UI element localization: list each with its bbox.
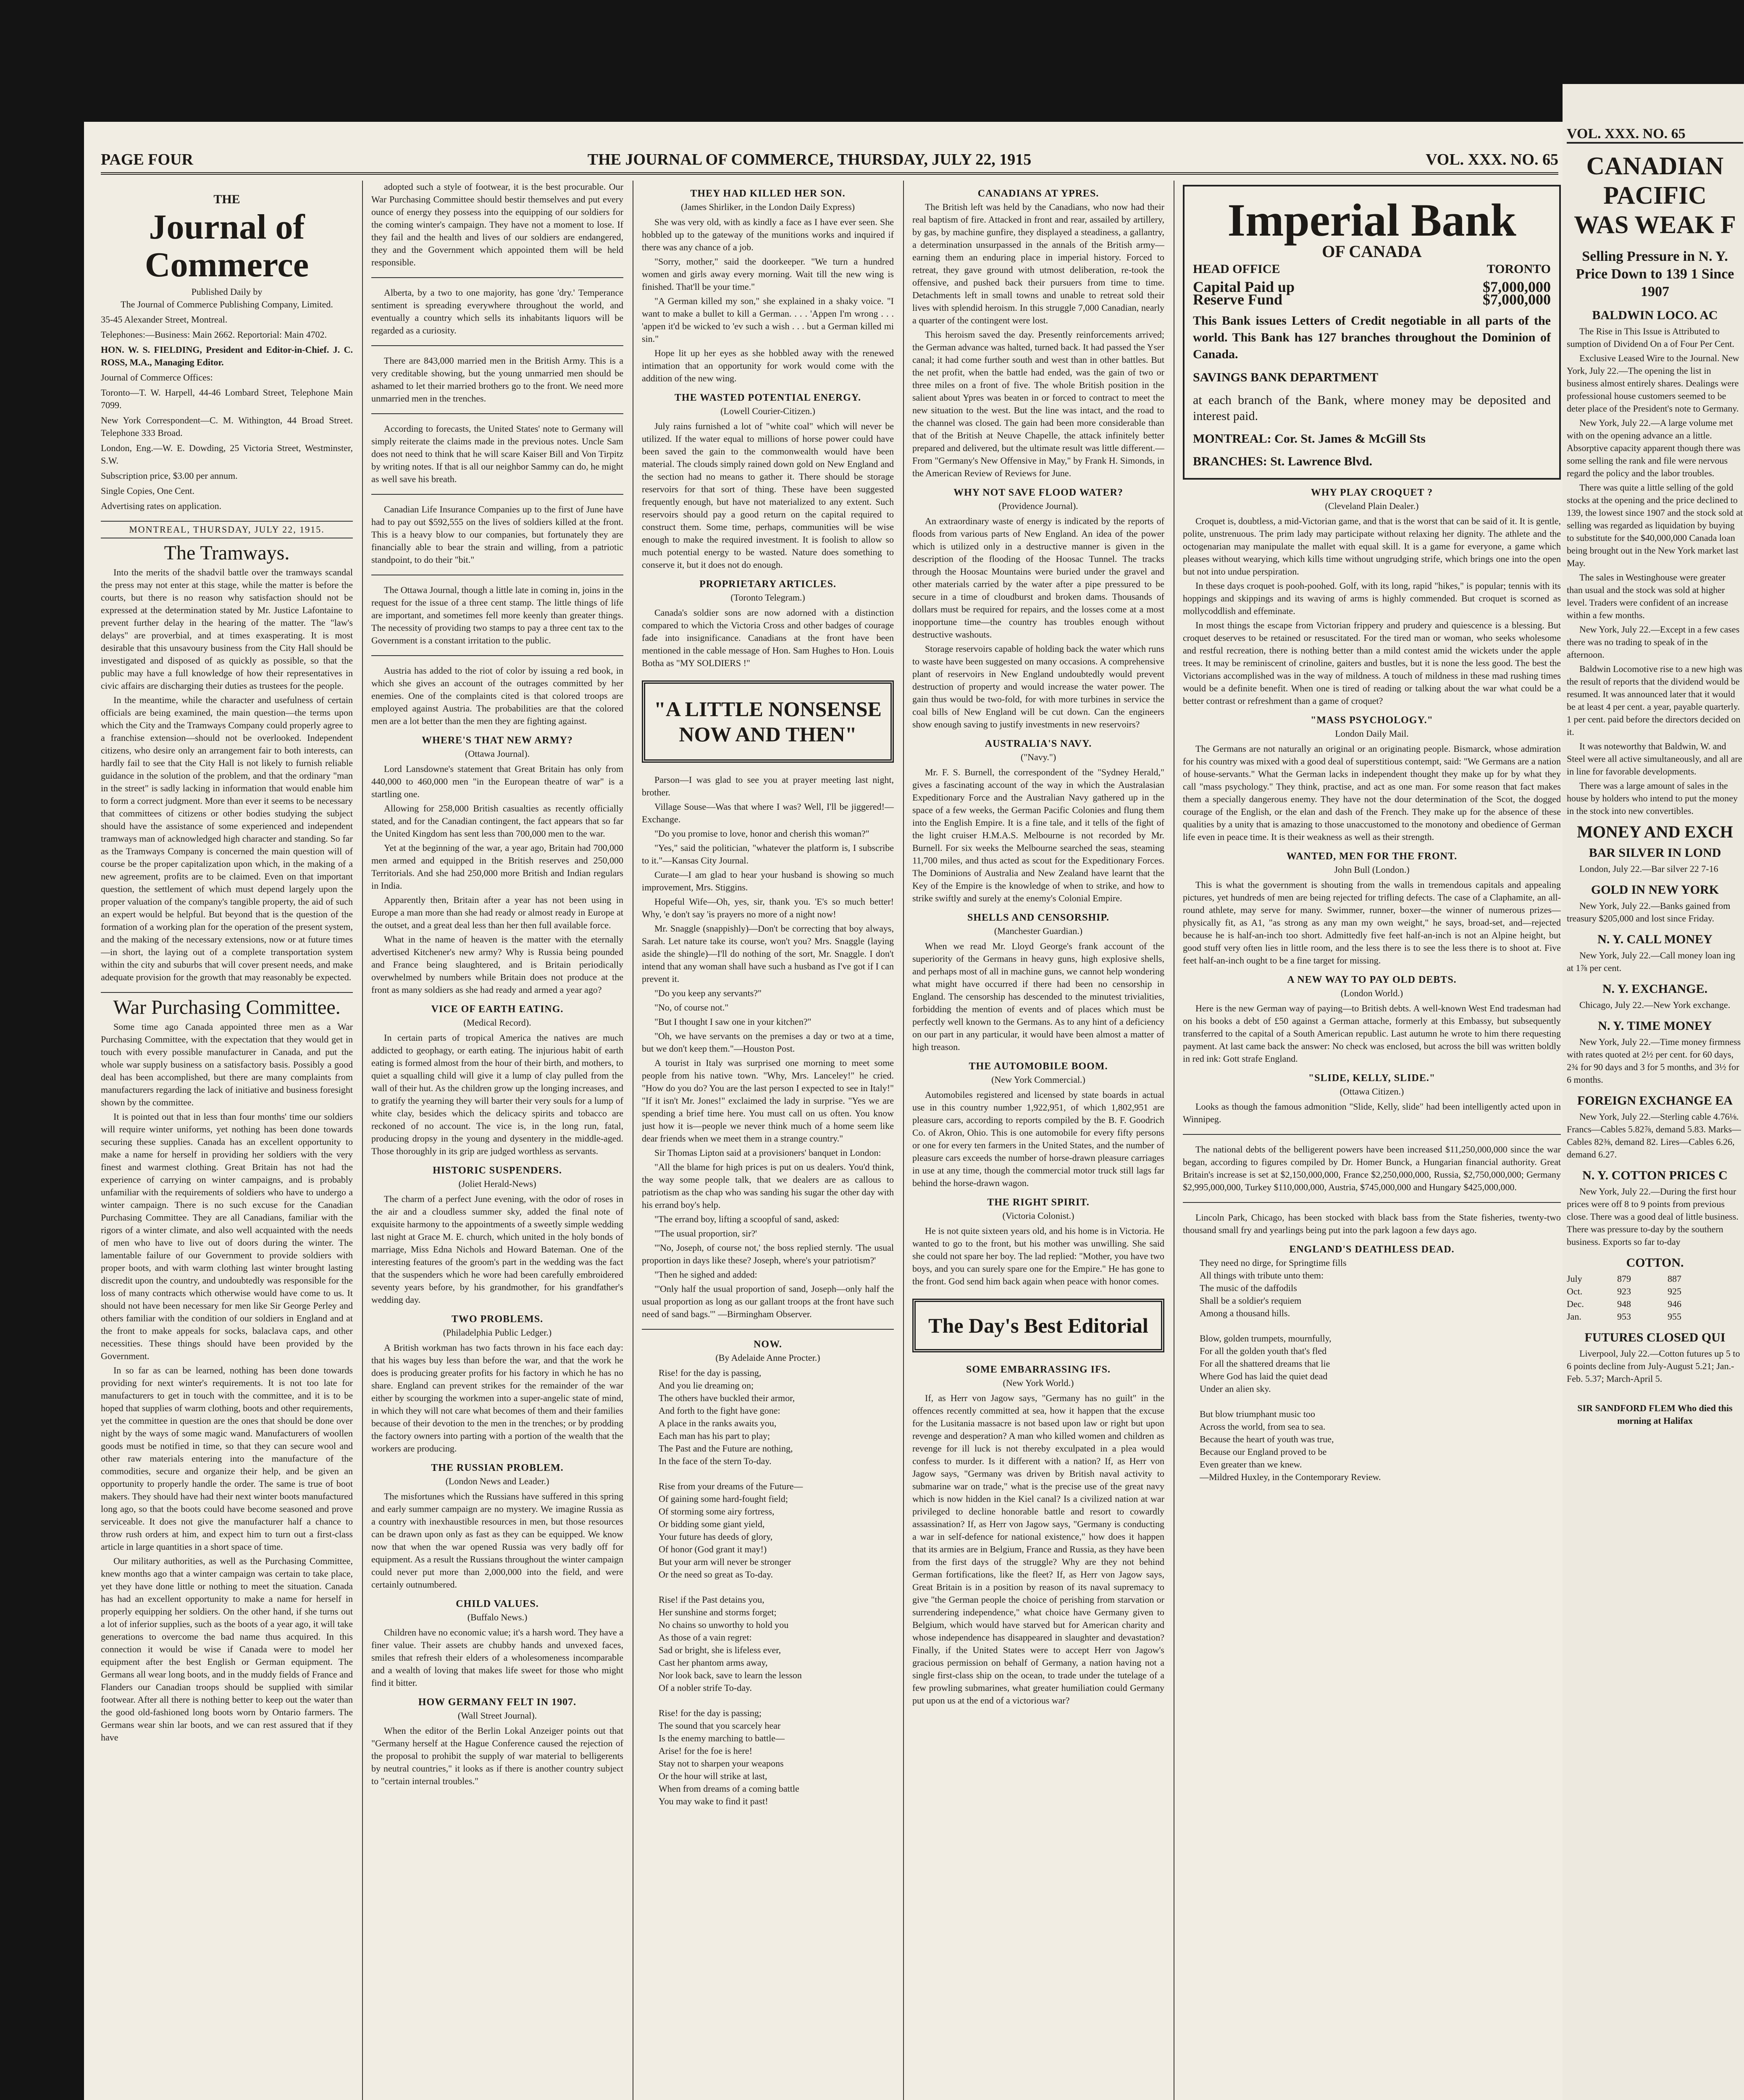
poem-line bbox=[642, 1467, 894, 1480]
poem-line: Your future has deeds of glory, bbox=[659, 1531, 773, 1542]
newspaper-page bbox=[84, 122, 1575, 2100]
poem-line: Across the world, from sea to sea. bbox=[1200, 1421, 1326, 1432]
cotton-cell: July bbox=[1567, 1273, 1582, 1284]
vice-title: VICE OF EARTH EATING. bbox=[431, 1004, 564, 1015]
australia-navy-title: AUSTRALIA'S NAVY. bbox=[985, 738, 1092, 749]
automobile-title: THE AUTOMOBILE BOOM. bbox=[969, 1061, 1108, 1072]
divider bbox=[642, 1329, 894, 1330]
bank-reserve-row bbox=[1193, 293, 1551, 306]
poem-line: Cast her phantom arms away, bbox=[659, 1657, 768, 1668]
poem-line: Shall be a soldier's requiem bbox=[1200, 1295, 1302, 1306]
bank-montreal: MONTREAL: Cor. St. James & McGill Sts bbox=[1193, 432, 1426, 446]
nonsense-item: Mr. Snaggle (snappishly)—Don't be correcting that boy always, Sarah. Let nature take its course, won't you? Mrs. Snaggle (laying aside the shingle)—I'll do nothing of the sort, Mr. Snaggle. I don't intend that any woman shall have such a husband as I've got if I can prevent it. bbox=[642, 923, 894, 984]
bank-note: This Bank issues Letters of Credit negotiable in all parts of the world. This Bank has 127 branches throughout the Dominion of Canada. bbox=[1193, 314, 1551, 361]
poem-line bbox=[642, 1581, 894, 1593]
editorial-note: The Ottawa Journal, though a little late in coming in, joins in the request for the issue of a three cent stamp. The little things of life are important, and sometimes fell more keenly than greater things. The necessity of providing two stamps to pay a three cent tax to the Government is a constant irritation to the public. bbox=[371, 585, 623, 646]
adjacent-headline-1: CANADIAN PACIFIC bbox=[1586, 152, 1724, 209]
cotton-cell: 955 bbox=[1668, 1311, 1681, 1322]
poem-line: But blow triumphant music too bbox=[1200, 1409, 1315, 1419]
adjacent-volume: VOL. XXX. NO. 65 bbox=[1567, 126, 1743, 144]
nonsense-item: "Do you promise to love, honor and cherish this woman?" bbox=[654, 828, 869, 839]
poem-line: Or bidding some giant yield, bbox=[659, 1519, 765, 1529]
poem-line: The music of the daffodils bbox=[1200, 1283, 1297, 1293]
divider bbox=[371, 494, 623, 495]
national-debts-paragraph: The national debts of the belligerent powers have been increased $11,250,000,000 since the war began, according to figures compiled by Dr. Homer Bunck, a Hungarian financial authority. Great Britain's increase is set at $2,150,000,000, France $2,250,000,000, Russia, $2,750,000,000; Germany $2,995,000,000, Turkey $110,000,000, Austria, $745,000,000 and Hungary $425,000,000. bbox=[1183, 1144, 1561, 1192]
nonsense-item: Village Souse—Was that where I was? Well, I'll be jiggered!—Exchange. bbox=[642, 801, 894, 824]
masthead-single: Single Copies, One Cent. bbox=[101, 486, 195, 496]
poem-line: As those of a vain regret: bbox=[659, 1632, 752, 1643]
killed-son-paragraph: She was very old, with as kindly a face as I have ever seen. She hobbled up to the gateway of the munitions works and inquired if there was any chance of a job. bbox=[642, 217, 894, 252]
tramways-title: The Tramways. bbox=[164, 542, 290, 564]
masthead-subscription: Subscription price, $3.00 per annum. bbox=[101, 470, 238, 481]
masthead-publisher: The Journal of Commerce Publishing Company, Limited. bbox=[121, 299, 333, 310]
page-header bbox=[101, 147, 1558, 175]
time-money-text: New York, July 22.—Time money firmness with rates quoted at 2½ per cent. for 60 days, 2¾ for 90 days and 3 for 5 months, and 3½ for 6 months. bbox=[1567, 1037, 1741, 1085]
old-debts-paragraph: Here is the new German way of paying—to British debts. A well-known West End tradesman had on his books a debt of £50 against a German attache, formerly at this Embassy, but subsequently transferred to the capital of a South American republic. Last autumn he wrote to him there requesting payment. At last came back the answer: No check was enclosed, but across the bill was written boldly in red ink: Gott strafe England. bbox=[1183, 1003, 1561, 1064]
masthead-newyork: New York Correspondent—C. M. Withington, 44 Broad Street. Telephone 333 Broad. bbox=[101, 415, 353, 438]
germany-1907-title: HOW GERMANY FELT IN 1907. bbox=[418, 1697, 577, 1708]
poem-line bbox=[1183, 1395, 1561, 1408]
poem-line: Sad or bright, she is lifeless ever, bbox=[659, 1645, 781, 1655]
poem-line: Is the enemy marching to battle— bbox=[659, 1733, 785, 1743]
divider bbox=[1183, 1202, 1561, 1203]
deathless-dead-title: ENGLAND'S DEATHLESS DEAD. bbox=[1289, 1244, 1455, 1255]
editorial-note: There are 843,000 married men in the British Army. This is a very creditable showing, but the young unmarried men should be ashamed to let their married brothers go to the front. We need more unmarried men in the trenches. bbox=[371, 355, 623, 404]
call-money-title: N. Y. CALL MONEY bbox=[1597, 932, 1712, 946]
adjacent-paragraph: The sales in Westinghouse were greater than usual and the stock was sold at higher level. Traders were confident of an increase within a few months. bbox=[1567, 572, 1728, 620]
proprietary-title: PROPRIETARY ARTICLES. bbox=[699, 579, 837, 590]
best-editorial-box-heading: The Day's Best Editorial bbox=[912, 1299, 1164, 1352]
war-purchasing-title: War Purchasing Committee. bbox=[113, 996, 341, 1018]
money-exchange-title: MONEY AND EXCH bbox=[1577, 822, 1733, 841]
killed-son-source: (James Shirliker, in the London Daily Express) bbox=[681, 202, 855, 212]
masthead-telephones: Telephones:—Business: Main 2662. Reportorial: Main 4702. bbox=[101, 329, 327, 340]
embarrassing-ifs-title: SOME EMBARRASSING IFS. bbox=[966, 1364, 1111, 1375]
poem-line: The Past and the Future are nothing, bbox=[659, 1443, 793, 1454]
war-paragraph: Our military authorities, as well as the Purchasing Committee, knew months ago that a winter campaign was certain to take place, yet they have done little or nothing to meet the situation. Canada has had an excellent opportunity to make a name for herself in properly equipping her soldiers. On the other hand, if she turns out a lot of inferior supplies, such as the boots of a year ago, it will take generations to overcome the bad name thus acquired. In this connection it would be wise if Canada were to model her equipment after the best English or German equipment. The Germans all wear long boots, and in the muddy fields of France and Flanders our Canadian troops should be supplied with similar footwear. After all there is nothing better to keep out the water than the good old-fashioned long boots worn by Ontario farmers. The Germans wear shin lar boots, and we can rest assured that if they have bbox=[101, 1556, 353, 1743]
cotton-cell: 923 bbox=[1617, 1286, 1631, 1297]
wanted-men-paragraph: This is what the government is shouting from the walls in tremendous capitals and appealing pictures, yet hundreds of men are being rejected for trifling defects. The case of a Claphamite, an all-round athlete, may serve for many. Swimmer, runner, boxer—the winner of numerous prizes—physically fit, as A1, "as strong as any man my own weight," he says, broad-set, and—rejected because he is half-an-inch too short. Admittedly five feet half-an-inch is not an Alpine height, but good stuff very often lies in little room, and the less there is to see the less there is to shoot at. Five feet half-an-inch ought to be a fine target for missing. bbox=[1183, 879, 1561, 966]
slide-kelly-title: "SLIDE, KELLY, SLIDE." bbox=[1308, 1073, 1436, 1084]
adjacent-baldwin: BALDWIN LOCO. AC bbox=[1592, 308, 1718, 322]
russian-problem-paragraph: The misfortunes which the Russians have suffered in this spring and early summer campaign are no mystery. We imagine Russia as a country with inexhaustible resources in men, but those resources can be drawn upon only as fast as they can be equipped. We know now that when the war opened Russia was very badly off for equipment. As a result the Russians throughout the winter campaign could never put more than 2,000,000 into the field, and were certainly outnumbered. bbox=[371, 1491, 623, 1590]
nonsense-item: "But I thought I saw one in your kitchen?" bbox=[654, 1016, 812, 1027]
poem-line: Of honor (God grant it may!) bbox=[659, 1544, 767, 1554]
flood-water-paragraph: An extraordinary waste of energy is indicated by the reports of floods from various parts of New England. An idea of the power which is utilized only in a destructive manner is given in the description of the flooding of the Hoosac Tunnel. The tracks through the Hoosac Mountains were buried under the gravel and other materials carried by the water after a pipe pressured to be secure in a time of cloudburst and broken dams. Thousands of dollars must be required for repairs, and the losses come at a most inopportune time—the country has troubles enough without destructive washouts. bbox=[912, 516, 1164, 640]
poem-line: Among a thousand hills. bbox=[1200, 1308, 1290, 1318]
poem-line: Rise! if the Past detains you, bbox=[659, 1594, 764, 1605]
time-money-title: N. Y. TIME MONEY bbox=[1598, 1019, 1712, 1033]
poem-line: Because our England proved to be bbox=[1200, 1446, 1327, 1457]
volume-number: VOL. XXX. NO. 65 bbox=[1426, 151, 1558, 168]
child-values-paragraph: Children have no economic value; it's a harsh word. They have a finer value. Their assets are chubby hands and unvexed faces, smiles that refresh their elders of a wholesomeness incomparable and a wealth of loving that makes life sweet for those who might find it bitter. bbox=[371, 1627, 623, 1688]
old-debts-source: (London World.) bbox=[1340, 988, 1403, 998]
lincoln-park-paragraph: Lincoln Park, Chicago, has been stocked with black bass from the State fisheries, twenty-two thousand small fry and yearlings being put into the park lagoon a few days ago. bbox=[1183, 1212, 1561, 1235]
poem-line: Or the need so great as To-day. bbox=[659, 1569, 773, 1580]
poem-line: Rise from your dreams of the Future— bbox=[659, 1481, 803, 1491]
poem-deathless-dead bbox=[1183, 1257, 1561, 1483]
cotton-cell: Jan. bbox=[1567, 1311, 1581, 1322]
cotton-cell: 879 bbox=[1617, 1273, 1631, 1284]
masthead-title: Journal of Commerce bbox=[144, 207, 309, 284]
ny-exchange-text: Chicago, July 22.—New York exchange. bbox=[1579, 1000, 1731, 1010]
killed-son-title: THEY HAD KILLED HER SON. bbox=[690, 188, 846, 199]
divider bbox=[1183, 1134, 1561, 1135]
nonsense-item: "Then he sighed and added: bbox=[654, 1269, 757, 1280]
poem-line: But your arm will never be stronger bbox=[659, 1557, 791, 1567]
russian-problem-title: THE RUSSIAN PROBLEM. bbox=[431, 1462, 564, 1473]
nonsense-item: A tourist in Italy was surprised one morning to meet some people from his native town. "Why, Mrs. Lanceley!" he cried. "How do you do? You are the last person I expected to see in Italy!" "If it isn't Mr. Jones!" exclaimed the lady in surprise. "Yes we are spending a brief time here. You must call on us often. You know just how it is—people we never think much of a home seem like dear friends when we meet them in a strange country." bbox=[642, 1058, 894, 1144]
nonsense-item: "No, of course not." bbox=[654, 1002, 729, 1013]
newspaper-dateline: THE JOURNAL OF COMMERCE, THURSDAY, JULY 22, 1915 bbox=[587, 151, 1032, 168]
shells-title: SHELLS AND CENSORSHIP. bbox=[967, 912, 1109, 923]
embarrassing-ifs-paragraph: If, as Herr von Jagow says, "Germany has no guilt" in the offences recently committed at sea, how it happen that the excuse for the Lusitania massacre is not based upon law or right but upon revenge and desperation? A man who killed women and children as revenge for ill luck is not thereby exculpated in a plea would confess to murder. Is it different with a nation? If, as Herr von Jagow says, "Germany was driven by British naval activity to submarine war on trade," what is the precise use of the great navy which is now hidden in the Kiel canal? Is a civilized nation at war privileged to decline honorable battle and resort to cowardly assassination? If, as Herr von Jagow says, "Germany is conducting a war in self-defence for national existence," how does it happen that its armies are in Belgium, France and Russia, as they have been from the first days of the struggle? Why are they not behind German fortifications, like the fleet? If, as Herr von Jagow says, Great Britain is in a position by reason of its naval supremacy to give "the German people the choice of perishing from starvation or surrendering independence," what choice have Germany given to Belgium, which would have starved but for American charity and whose independence has disappeared in slaughter and devastation? Finally, if the United States were to accept Herr von Jagow's gracious permission on behalf of Germany, a nation having not a single first-class ship on the ocean, to trade under the tutelage of a few prowling submarines, what greater humiliation could Germany put upon us at the end of a victorious war? bbox=[912, 1393, 1164, 1706]
adjacent-subhead: Selling Pressure in N. Y. Price Down to 139 1 Since 1907 bbox=[1576, 249, 1734, 299]
poem-line: A place in the ranks awaits you, bbox=[659, 1418, 777, 1428]
vice-paragraph: In certain parts of tropical America the natives are much addicted to geophagy, or earth eating. The injurious habit of earth eating is formed almost from the hour of their birth, and mothers, to quiet a squalling child will give it a lump of clay pulled from the wall of their hut. As the children grow up the longing increases, and to gratify the yearning they will barter their very souls for a lump of white clay, besides which the delicacy spirits and tobacco are reckoned of no account. The vice is, in the long run, fatal, producing dropsy in the young and dysentery in the middle-aged. Those thoroughly in its grip are judged worthless as servants. bbox=[371, 1032, 623, 1156]
bank-of-canada: OF CANADA bbox=[1322, 242, 1422, 261]
poem-line: Of a nobler strife To-day. bbox=[659, 1683, 752, 1693]
column-rule bbox=[903, 181, 904, 2100]
bank-name: Imperial Bank bbox=[1227, 194, 1516, 246]
nonsense-item: Parson—I was glad to see you at prayer meeting last night, brother. bbox=[642, 774, 894, 798]
killed-son-paragraph: "Sorry, mother," said the doorkeeper. "We turn a hundred women and girls away every morning. Wait till the new wing is finished. That'll be your time." bbox=[642, 256, 894, 292]
masthead-the: THE bbox=[213, 192, 240, 206]
poem-line: Her sunshine and storms forget; bbox=[659, 1607, 777, 1617]
futures-text: Liverpool, July 22.—Cotton futures up 5 to 6 points decline from July-August 5.21; Jan.-Feb. 5.37; March-April 5. bbox=[1567, 1348, 1740, 1384]
nonsense-item: Sir Thomas Lipton said at a provisioners' banquet in London: bbox=[654, 1147, 881, 1158]
war-paragraph: Some time ago Canada appointed three men as a War Purchasing Committee, with the expectation that they would get in touch with every possible manufacturer in Canada, and put the whole war supply business on a satisfactory basis. Possibly a good deal has been accomplished, but there are many complaints from manufacturers regarding the lack of initiative and business foresight shown by the committee. bbox=[101, 1021, 353, 1108]
column-2 bbox=[371, 181, 623, 2100]
mass-psychology-title: "MASS PSYCHOLOGY." bbox=[1311, 715, 1433, 726]
army-paragraph: Yet at the beginning of the war, a year ago, Britain had 700,000 men armed and equipped in the British reserves and 250,000 Territorials. And she had 250,000 more British and Indian regulars in India. bbox=[371, 843, 623, 891]
column-1 bbox=[101, 181, 353, 2100]
bank-head-office-row bbox=[1193, 263, 1551, 276]
gold-title: GOLD IN NEW YORK bbox=[1591, 883, 1719, 897]
war-paragraph: It is pointed out that in less than four months' time our soldiers will require winter uniforms, yet nothing has been done towards securing these supplies. Canada has an excellent opportunity to make a name for herself in providing her soldiers with the very finest and warmest clothing. Great Britain has not had the experience of carrying on winter campaigns, and is probably unfamiliar with the requirements of soldiers who have to undergo a winter campaign. There is no such excuse for the Canadian Purchasing Committee. They are all Canadians, familiar with the rigors of a winter climate, and also well acquainted with the needs of men who have to live out of doors during the winter. The lamentable failure of our Government to provide soldiers with proper boots, and with warm clothing last winter brought lasting discredit upon the country, and undoubtedly was responsible for the loss of many contracts which otherwise would have come to us. It should not have been necessary for men like Sir George Perley and others familiar with the condition of our soldiers in England and at the front to make appeals for socks, balaclava caps, and other necessities. These things should have been provided by the Government. bbox=[101, 1111, 353, 1361]
nonsense-item: "'The usual proportion, sir?' bbox=[654, 1228, 757, 1239]
bank-reserve-label: Reserve Fund bbox=[1193, 291, 1282, 308]
shells-source: (Manchester Guardian.) bbox=[994, 926, 1083, 936]
bank-reserve-value: $7,000,000 bbox=[1483, 291, 1551, 308]
wasted-energy-title: THE WASTED POTENTIAL ENERGY. bbox=[674, 392, 861, 403]
wanted-men-source: John Bull (London.) bbox=[1334, 864, 1410, 875]
poem-line: The sound that you scarcely hear bbox=[659, 1720, 781, 1731]
mass-psychology-source: London Daily Mail. bbox=[1335, 728, 1409, 739]
wanted-men-title: WANTED, MEN FOR THE FRONT. bbox=[1286, 851, 1458, 862]
germany-1907-paragraph: When the editor of the Berlin Lokal Anzeiger points out that "Germany herself at the Hague Conference caused the rejection of the proposal to prohibit the supply of war material to belligerents by neutral countries," it looks as if there is another country subject to "certain internal troubles." bbox=[371, 1725, 623, 1786]
poem-line: Where God has laid the quiet dead bbox=[1200, 1371, 1328, 1381]
editorial-note: Canadian Life Insurance Companies up to the first of June have had to pay out $592,555 on the lives of soldiers killed at the front. This is a heavy blow to our companies, but fortunately they are financially able to bear the strain and willing, from a patriotic standpoint, to do their "bit." bbox=[371, 504, 623, 565]
column-4 bbox=[912, 181, 1164, 2100]
nonsense-item: "'Only half the usual proportion of sand, Joseph—only half the usual proportion as long as our gallant troops at the front have such need of sand bags.'" —Birmingham Observer. bbox=[642, 1284, 894, 1319]
bank-capital-label: Capital Paid up bbox=[1193, 278, 1295, 295]
germany-1907-source: (Wall Street Journal). bbox=[457, 1710, 537, 1721]
masthead-toronto: Toronto—T. W. Harpell, 44-46 Lombard Street, Telephone Main 7099. bbox=[101, 387, 353, 410]
poem-line: Because the heart of youth was true, bbox=[1200, 1434, 1334, 1444]
adjacent-paragraph: Exclusive Leased Wire to the Journal. New York, July 22.—The opening the list in business almost entirely shares. Dealings were professional house customers seemed to be deter place of the President's note to Germany. bbox=[1567, 353, 1739, 414]
australia-navy-paragraph: Mr. F. S. Burnell, the correspondent of the "Sydney Herald," gives a fascinating account of the way in which the Australasian Expeditionary Force and the Australian Navy gathered up in the space of a few weeks, the German Pacific Colonies and flung them into the English Empire. It is a fine tale, and it tells of the fight of the light cruiser H.M.A.S. Melbourne is not recorded by Mr. Burnell. For six weeks the Melbourne searched the seas, steaming 11,700 miles, and thus acted as scout for the Expeditionary Forces. The Dominions of Australia and New Zealand have learnt that the Key of the Empire is the knowledge of when to strike, and how to strike swiftly and surely at the enemy's Colonial Empire. bbox=[912, 767, 1164, 903]
poem-line: Rise! for the day is passing; bbox=[659, 1708, 762, 1718]
poem-line: And forth to the fight have gone: bbox=[659, 1405, 780, 1416]
divider bbox=[371, 655, 623, 656]
poem-line: For all the golden youth that's fled bbox=[1200, 1346, 1327, 1356]
adjacent-paragraph: Baldwin Locomotive rise to a new high was the result of reports that the dividend would be resumed. It was announced later that it would be at least 4 per cent. a year, payable quarterly. 1 per cent. paid before the directors decided on it. bbox=[1567, 664, 1742, 737]
croquet-source: (Cleveland Plain Dealer.) bbox=[1325, 501, 1419, 511]
poem-line: For all the shattered dreams that lie bbox=[1200, 1358, 1330, 1369]
cotton-cell: 887 bbox=[1668, 1273, 1681, 1284]
poem-now-title: NOW. bbox=[754, 1339, 782, 1350]
army-source: (Ottawa Journal). bbox=[465, 748, 530, 759]
foreign-exchange-title: FOREIGN EXCHANGE EA bbox=[1577, 1094, 1733, 1108]
adjacent-paragraph: New York, July 22.—Except in a few cases there was no trading to speak of in the afternoon. bbox=[1567, 624, 1740, 660]
editorial-dateline: MONTREAL, THURSDAY, JULY 22, 1915. bbox=[101, 521, 353, 538]
army-paragraph: Lord Lansdowne's statement that Great Britain has only from 440,000 to 460,000 men "in the European theatre of war" is a startling one. bbox=[371, 764, 623, 799]
poem-line: Nor look back, save to learn the lesson bbox=[659, 1670, 802, 1680]
column-5 bbox=[1183, 181, 1561, 2100]
old-debts-title: A NEW WAY TO PAY OLD DEBTS. bbox=[1287, 974, 1457, 985]
poem-line: And you lie dreaming on; bbox=[659, 1380, 754, 1391]
poem-line: Rise! for the day is passing, bbox=[659, 1368, 762, 1378]
bar-silver-text: London, July 22.—Bar silver 22 7-16 bbox=[1579, 864, 1718, 874]
ypres-title: CANADIANS AT YPRES. bbox=[977, 188, 1099, 199]
poem-line: The others have buckled their armor, bbox=[659, 1393, 795, 1403]
proprietary-paragraph: Canada's soldier sons are now adorned with a distinction compared to which the Victoria Cross and other badges of courage fade into insignificance. Canadians at the front have been mentioned in the cable message of Hon. Sam Hughes to Hon. Louis Botha as "MY SOLDIERS !" bbox=[642, 607, 894, 668]
nonsense-item: Curate—I am glad to hear your husband is showing so much improvement, Mrs. Stiggins. bbox=[642, 869, 894, 892]
poem-line: Of storming some airy fortress, bbox=[659, 1506, 775, 1517]
masthead-published: Published Daily by bbox=[191, 286, 263, 297]
futures-title: FUTURES CLOSED QUI bbox=[1584, 1331, 1726, 1344]
killed-son-paragraph: Hope lit up her eyes as she hobbled away with the renewed intimation that an opportunity for work would come with the addition of the new wing. bbox=[642, 348, 894, 383]
editorial-note: Alberta, by a two to one majority, has gone 'dry.' Temperance sentiment is spreading everywhere throughout the world, and eventually a country which sells its inhabitants liquors will be regarded as a curiosity. bbox=[371, 287, 623, 336]
page-number: PAGE FOUR bbox=[101, 151, 193, 168]
adjacent-paragraph: There was quite a little selling of the gold stocks at the opening and the price declined to 139, the lowest since 1907 and the stock sold at selling was regarded as liquidation by buying to substitute for the $40,000,000 Canada loan being brought out in the New York market last May. bbox=[1567, 482, 1743, 568]
nonsense-item: Hopeful Wife—Oh, yes, sir, thank you. 'E's so much better! Why, 'e don't say 'is prayers no more of a night now! bbox=[642, 896, 894, 919]
poem-line: Stay not to sharpen your weapons bbox=[659, 1758, 784, 1769]
cotton-prices-title: N. Y. COTTON PRICES C bbox=[1582, 1168, 1728, 1182]
masthead-address: 35-45 Alexander Street, Montreal. bbox=[101, 314, 228, 325]
ypres-paragraph: The British left was held by the Canadians, who now had their real baptism of fire. Attacked in front and rear, assailed by artillery, by gas, by machine gunfire, they displayed a steadiness, a gallantry, a determination unsurpassed in the annals of the British army—earning them an enduring place in imperial history. Forced to retreat, they gave ground with utmost deliberation, re-took the offensive, and pushed back their pursuers from time to time. Detachments left in small towns and unable to retreat sold their lives with splendid heroism. In this struggle 7,000 Canadian, nearly a quarter of the contingent were lost. bbox=[912, 202, 1164, 326]
editorial-note: adopted such a style of footwear, it is the best procurable. Our War Purchasing Committee should bestir themselves and put every ounce of energy they possess into the equipping of our soldiers for the coming winter's campaign. They have not a moment to lose. If they fail and the health and lives of our soldiers are endangered, they and the Government which appointed them will be held responsible. bbox=[371, 181, 623, 268]
cotton-row bbox=[1567, 1310, 1743, 1323]
ypres-paragraph: This heroism saved the day. Presently reinforcements arrived; the German advance was halted, turned back. It had passed the Yser canal; it had come further south and west than in other battles. But the net profit, when the battle had ended, was the gain of two or three miles on a front of five. The whole British position in the salient about Ypres was beaten in or forced to contract to meet the new situation to the west. But the line was intact, and the road to the channel was closed. The gain had been more considerable than that of the British at Neuve Chapelle, the attack infinitely better prepared and delivered, but the ultimate result was little different.—From "Germany's New Offensive in May," by Frank H. Simonds, in the American Review of Reviews for June. bbox=[912, 329, 1164, 478]
poem-line: No chains so unworthy to hold you bbox=[659, 1620, 789, 1630]
cotton-cell: Dec. bbox=[1567, 1299, 1584, 1309]
gold-text: New York, July 22.—Banks gained from treasury $205,000 and lost since Friday. bbox=[1567, 900, 1731, 924]
adjacent-paragraph: There was a large amount of sales in the house by holders who intend to put the money in the stock into new convertibles. bbox=[1567, 780, 1738, 816]
cotton-cell: 925 bbox=[1668, 1286, 1681, 1297]
embarrassing-ifs-source: (New York World.) bbox=[1003, 1378, 1074, 1388]
bank-head-office-label: HEAD OFFICE bbox=[1193, 262, 1280, 276]
bank-savings-text: at each branch of the Bank, where money may be deposited and interest paid. bbox=[1193, 393, 1551, 423]
column-3 bbox=[642, 181, 894, 2100]
obituary-caption: SIR SANDFORD FLEM Who died this morning at Halifax bbox=[1577, 1403, 1733, 1426]
killed-son-paragraph: "A German killed my son," she explained in a shaky voice. "I want to make a bullet to kill a German. . . . 'Appen I'm wrong . . . 'appen it'd be wicked to 'ev such a wish . . . but a German killed mi sin." bbox=[642, 296, 894, 344]
army-paragraph: What in the name of heaven is the matter with the eternally advertised Kitchener's new army? Why is Russia being pounded and France being slaughtered, and is Britain periodically overwhelmed by numbers while Britain does not produce at the front as many soldiers as she had ready and armed a year ago? bbox=[371, 934, 623, 995]
suspenders-paragraph: The charm of a perfect June evening, with the odor of roses in the air and a cloudless summer sky, added the final note of exquisite harmony to the appointments of a sweetly simple wedding last night at Grace M. E. church, which united in the holy bonds of marriage, Miss Edna Nichols and Howard Bateman. One of the interesting features of the groom's part in the wedding was the fact that the suspenders which he wore had been carefully embroidered seventy years before, by his grandmother, for his grandfather's wedding day. bbox=[371, 1194, 623, 1305]
adjacent-rise: The Rise in This Issue is Attributed to sumption of Dividend On a of Four Per Cent. bbox=[1567, 326, 1735, 349]
bank-city: TORONTO bbox=[1487, 262, 1551, 276]
ny-exchange-title: N. Y. EXCHANGE. bbox=[1602, 982, 1708, 996]
bank-savings-title: SAVINGS BANK DEPARTMENT bbox=[1193, 370, 1379, 384]
masthead-london: London, Eng.—W. E. Dowding, 25 Victoria Street, Westminster, S.W. bbox=[101, 443, 353, 466]
poem-line: Of gaining some hard-fought field; bbox=[659, 1494, 788, 1504]
poem-line: Each man has his part to play; bbox=[659, 1431, 770, 1441]
adjacent-column bbox=[1567, 151, 1743, 1427]
croquet-paragraph: In most things the escape from Victorian frippery and prudery and quiescence is a blessing. But croquet deserves to be retained or resuscitated. For the tired man or woman, who seeks wholesome and restful recreation, there is nothing better than a mild contest amid the wickets under the apple trees. It may be reminiscent of crinoline, gaiters and bustles, but it is none the less good. The best the Victorians accomplished was in the way of mildness. A touch of mildness in these mad rushing times would be a definite benefit. When one is tired of reading or talking about the war what could be a better contrast or refreshment than a game of croquet? bbox=[1183, 620, 1561, 706]
divider bbox=[371, 277, 623, 278]
masthead-advertising: Advertising rates on application. bbox=[101, 501, 222, 511]
nonsense-item: "Yes," said the politician, "whatever the platform is, I subscribe to it."—Kansas City Journal. bbox=[642, 843, 894, 866]
call-money-text: New York, July 22.—Call money loan ing at 1⅞ per cent. bbox=[1567, 950, 1735, 973]
poem-line: Under an alien sky. bbox=[1200, 1383, 1271, 1394]
right-spirit-paragraph: He is not quite sixteen years old, and his home is in Victoria. He wanted to go to the front, but his mother was unwilling. She said she could not spare her boy. The lad replied: "Mother, you have two boys, and you can surely spare one for the Empire." He has gone to the front. God send him back again when peace with honor comes. bbox=[912, 1226, 1164, 1286]
poem-line bbox=[642, 1694, 894, 1707]
slide-kelly-source: (Ottawa Citizen.) bbox=[1340, 1086, 1404, 1097]
nonsense-item: "'No, Joseph, of course not,' the boss replied sternly. 'The usual proportion in days like these? Joseph, where's your patriotism?' bbox=[642, 1242, 894, 1265]
cotton-row bbox=[1567, 1298, 1743, 1310]
slide-kelly-paragraph: Looks as though the famous admonition "Slide, Kelly, slide" had been intelligently acted upon in Winnipeg. bbox=[1183, 1101, 1561, 1124]
nonsense-item: "The errand boy, lifting a scoopful of sand, asked: bbox=[654, 1214, 840, 1224]
army-title: WHERE'S THAT NEW ARMY? bbox=[422, 735, 573, 746]
poem-line: When from dreams of a coming battle bbox=[659, 1783, 799, 1794]
poem-line: In the face of the stern To-day. bbox=[659, 1456, 772, 1466]
poem-line: All things with tribute unto them: bbox=[1200, 1270, 1324, 1281]
adjacent-paragraph: New York, July 22.—A large volume met with on the opening advance an a little. Absorptive capacity apparent though there was some selling the rank and file were nervous regard the policy and the labor troubles. bbox=[1567, 417, 1741, 478]
automobile-source: (New York Commercial.) bbox=[991, 1074, 1085, 1085]
wasted-energy-source: (Lowell Courier-Citizen.) bbox=[720, 406, 815, 416]
cotton-prices-text: New York, July 22.—During the first hour prices were off 8 to 9 points from previous close. There was a good deal of little business. There was pressure to-day by the southern business. Exports so far to-day bbox=[1567, 1186, 1739, 1247]
poem-now-author: (By Adelaide Anne Procter.) bbox=[715, 1352, 820, 1363]
nonsense-box-heading: "A LITTLE NONSENSE NOW AND THEN" bbox=[642, 680, 894, 763]
divider bbox=[371, 413, 623, 414]
cotton-cell: 953 bbox=[1617, 1311, 1631, 1322]
adjacent-page bbox=[1563, 84, 1744, 2100]
cotton-cell: 946 bbox=[1668, 1299, 1681, 1309]
nonsense-item: "Do you keep any servants?" bbox=[654, 988, 762, 998]
nonsense-item: "All the blame for high prices is put on us dealers. You'd think, the way some people talk, that we dealers are as callous to patriotism as the chap who was sanding his sugar the other day with his errand boy's help. bbox=[642, 1162, 894, 1210]
proprietary-source: (Toronto Telegram.) bbox=[730, 592, 805, 603]
bank-branches: BRANCHES: St. Lawrence Blvd. bbox=[1193, 454, 1372, 468]
two-problems-title: TWO PROBLEMS. bbox=[451, 1314, 544, 1325]
editorial-note: According to forecasts, the United States' note to Germany will simply reiterate the claims made in the previous notes. Uncle Sam does not need to think that he will scare Kaiser Bill and Von Tirpitz by writing notes. If that is all our neighbor Sammy can do, he might as well save his breath. bbox=[371, 423, 623, 484]
poem-line: —Mildred Huxley, in the Contemporary Review. bbox=[1200, 1472, 1381, 1482]
russian-problem-source: (London News and Leader.) bbox=[445, 1476, 549, 1486]
foreign-exchange-text: New York, July 22.—Sterling cable 4.76⅛. Francs—Cables 5.82⅞, demand 5.83. Marks—Cables 82⅜, demand 82. Lires—Cables 6.26, demand 6.27. bbox=[1567, 1111, 1741, 1160]
cotton-table-title: COTTON. bbox=[1626, 1256, 1684, 1270]
nonsense-item: "Oh, we have servants on the premises a day or two at a time, but we don't keep them."—Houston Post. bbox=[642, 1031, 894, 1054]
suspenders-source: (Joliet Herald-News) bbox=[458, 1179, 536, 1189]
child-values-source: (Buffalo News.) bbox=[467, 1612, 528, 1622]
poem-line: You may wake to find it past! bbox=[659, 1796, 768, 1806]
army-paragraph: Apparently then, Britain after a year has not been using in Europe a man more than she had ready or almost ready in Europe at the outset, and a great deal less than her then full available force. bbox=[371, 895, 623, 930]
flood-water-title: WHY NOT SAVE FLOOD WATER? bbox=[953, 487, 1123, 498]
flood-water-paragraph: Storage reservoirs capable of holding back the water which runs to waste have been suggested on many occasions. A comprehensive plant of reservoirs in New England undoubtedly would prevent destruction of property and would increase the water power. The gain thus would be two-fold, for with more turbines in service the coal bills of New England will be cut down. Can the engineers show enough saving to justify investments in new reservoirs? bbox=[912, 643, 1164, 730]
tramways-paragraph: Into the merits of the shadvil battle over the tramways scandal the press may not enter at this stage, while the matter is before the courts, but there is no reason why satisfaction should not be expressed at the determination stated by Mr. Justice Lafontaine to prevent further delay in the hearing of the matter. The "law's delays" are proverbial, and at times exasperating. It is most desirable that this unsavoury business from the City Hall should be investigated and disposed of as quickly as possible, so that the public may have a full knowledge of how their representatives in civic affairs are discharging their duties as trustees for the people. bbox=[101, 567, 353, 691]
adjacent-paragraph: It was noteworthy that Baldwin, W. and Steel were all active simultaneously, and all are in line for favorable developments. bbox=[1567, 741, 1742, 777]
vice-source: (Medical Record). bbox=[463, 1017, 531, 1028]
masthead-offices-title: Journal of Commerce Offices: bbox=[101, 372, 213, 383]
flood-water-source: (Providence Journal). bbox=[998, 501, 1078, 511]
shells-paragraph: When we read Mr. Lloyd George's frank account of the superiority of the Germans in heavy guns, high explosive shells, and perhaps most of all in machine guns, we cannot help wondering what might have occurred if there had been no censorship in England. The censorship has descended to the minutest trivialities, forbidding the mention of events and of places which must be perfectly well known to the Germans. As to any hint of a deficiency on our part in any particular, it would have been almost a matter of high treason. bbox=[912, 941, 1164, 1052]
two-problems-paragraph: A British workman has two facts thrown in his face each day: that his wages buy less than before the war, and that the work he does is producing greater profits for his factory in which he has no share. England can prevent strikes for the remainder of the war either by scourging the workmen into a super-angelic state of mind, in which they will not care what becomes of them and their families because of their devotion to the men in the trenches; or by prodding the factory owners into parting with a portion of the wealth that the workers are producing. bbox=[371, 1342, 623, 1454]
child-values-title: CHILD VALUES. bbox=[456, 1599, 539, 1609]
cotton-table bbox=[1567, 1273, 1743, 1323]
army-paragraph: Allowing for 258,000 British casualties as recently officially stated, and for the Canadian contingent, the fact appears that so far the United Kingdom has sent less than 700,000 men to the war. bbox=[371, 803, 623, 839]
tramways-paragraph: In the meantime, while the character and usefulness of certain officials are being examined, the main question—the terms upon which the City and the Tramways Company could properly agree to a franchise extension—should not be overlooked. Independent citizens, who desire only an arrangement fair to both interests, can hardly fail to see that the City Hall is not likely to furnish reliable guidance in the solution of the problem, and that the ordinary "man in the street" is sadly lacking in information that would enable him to form a correct judgment. More than ever it seems to be necessary that committees of citizens or other bodies studying the subject should have the assistance of some experienced and independent tramways man of acknowledged high character and standing. So far as the Tramways Company is concerned the main question will of course be the proper capitalization upon which, in the making of a new agreement, profits are to be claimed. Even on that important question, the settlement of which must depend largely upon the proper valuation of the company's tangible property, the aid of such an expert would be helpful. But beyond that is the question of the formation of a working plan for the operation of the present system, and the making of the necessary extensions, now or at future times—in short, the laying out of a complete transportation system within the city and suburbs that will cover present needs, and make adequate provision for the growth that may reasonably be expected. bbox=[101, 695, 353, 982]
automobile-paragraph: Automobiles registered and licensed by state boards in actual use in this country number 1,922,951, of which 1,802,951 are pleasure cars, according to reports compiled by the B. F. Goodrich Co. of Akron, Ohio. This is one automobile for every fifty persons or one for every ten farmers in the United States, and the number of pleasure cars exceeds the number of horse-drawn pleasure carriages in use at any time, though the commercial motor truck still lags far behind the horse-drawn wagon. bbox=[912, 1089, 1164, 1188]
cotton-cell: 948 bbox=[1617, 1299, 1631, 1309]
cotton-row bbox=[1567, 1285, 1743, 1298]
croquet-title: WHY PLAY CROQUET ? bbox=[1311, 487, 1433, 498]
poem-line: Arise! for the foe is here! bbox=[659, 1746, 752, 1756]
bar-silver-title: BAR SILVER IN LOND bbox=[1589, 846, 1721, 860]
croquet-paragraph: In these days croquet is pooh-poohed. Golf, with its long, rapid "hikes," is popular; tennis with its hoppings and skippings and its waving of arms is highly commended. But croquet is scorned as mollycoddlish and effeminate. bbox=[1183, 580, 1561, 616]
divider bbox=[101, 992, 353, 993]
column-rule bbox=[362, 181, 363, 2100]
two-problems-source: (Philadelphia Public Ledger.) bbox=[443, 1327, 552, 1338]
right-spirit-title: THE RIGHT SPIRIT. bbox=[987, 1197, 1090, 1208]
imperial-bank-ad bbox=[1183, 185, 1561, 480]
suspenders-title: HISTORIC SUSPENDERS. bbox=[433, 1165, 562, 1176]
cotton-row bbox=[1567, 1273, 1743, 1285]
croquet-paragraph: Croquet is, doubtless, a mid-Victorian game, and that is the worst that can be said of it. It is gentle, polite, unstrenuous. The prim lady may participate without relaxing her dignity. The athlete and the octogenarian may manipulate the mallet with equal skill. It is a game for everyone, a game which pleases without wearying, which kills time without ungrudging strife, which brings one into the open but not into undue perspiration. bbox=[1183, 516, 1561, 577]
poem-line: Or the hour will strike at last, bbox=[659, 1771, 767, 1781]
poem-now bbox=[642, 1367, 894, 1808]
war-paragraph: In so far as can be learned, nothing has been done towards providing for next winter's requirements. It is not too late for manufacturers to get in touch with the committee, and it is to be hoped that supplies of warm clothing, boots and other requirements, yet the committee in question are the ones that should be done over night by the ways of some magic wand. Manufacturers of woollen goods must be notified in time, so that they can secure wool and other raw materials entering into the manufacture of the commodities, secure and organize their help, and be given an opportunity to properly handle the order. The same is true of boot makers. They should have had their next winter boots manufactured long ago, so that the boots could have become seasoned and prove serviceable. It does not give the manufacturer half a chance to throw rush orders at him, and expect him to turn out a first-class article in large quantities in a short space of time. bbox=[101, 1365, 353, 1552]
bank-capital-value: $7,000,000 bbox=[1483, 278, 1551, 295]
poem-line bbox=[1183, 1320, 1561, 1332]
poem-line: Even greater than we knew. bbox=[1200, 1459, 1302, 1470]
adjacent-headline-2: WAS WEAK F bbox=[1574, 211, 1736, 239]
australia-navy-source: ("Navy.") bbox=[1020, 752, 1056, 762]
poem-line: Blow, golden trumpets, mournfully, bbox=[1200, 1333, 1332, 1344]
masthead-editors: HON. W. S. FIELDING, President and Editor-in-Chief. J. C. ROSS, M.A., Managing Editor. bbox=[101, 344, 353, 368]
cotton-cell: Oct. bbox=[1567, 1286, 1583, 1297]
poem-line: They need no dirge, for Springtime fills bbox=[1200, 1257, 1347, 1268]
wasted-energy-paragraph: July rains furnished a lot of "white coal" which will never be utilized. If the water equal to millions of horse power could have been saved the gain to the commonwealth would have been material. The clouds simply rained down gold on New England and the section had no means to gather it. There should be storage reservoirs for that sort of thing. These have been suggested frequently enough, but have not materialized to any extent. Such reservoirs should pay a good return on the capital required to construct them. Some time, perhaps, communities will be wise enough to make the required investment. It is foolish to allow so much potential energy to be wasted. Nature does something to conserve it, but it does not do enough. bbox=[642, 421, 894, 570]
divider bbox=[371, 345, 623, 346]
editorial-note: Austria has added to the riot of color by issuing a red book, in which she gives an account of the outrages committed by her enemies. One of the complaints cited is that colored troops are employed against Austria. The probabilities are that the colored men are a lot better than the men they are fighting against. bbox=[371, 665, 623, 726]
right-spirit-source: (Victoria Colonist.) bbox=[1002, 1210, 1074, 1221]
mass-psychology-paragraph: The Germans are not naturally an original or an originating people. Bismarck, whose admiration for his country was mixed with a good deal of superstitious contempt, said: "We Germans are a nation of house-servants." What the German lacks in independent thought they make up for by what they call "mass psychology." They think, practise, and act as one man. For some reason that fact makes them a specially dangerous enemy. They have not the dour determination of the Scot, the dogged courage of the English, or the elan and dash of the French. They make up for the absence of these qualities by a unity that is amazing to those unaccustomed to the monotony and obedience of German life even in peace time. It is their weakness as well as their strength. bbox=[1183, 743, 1561, 842]
